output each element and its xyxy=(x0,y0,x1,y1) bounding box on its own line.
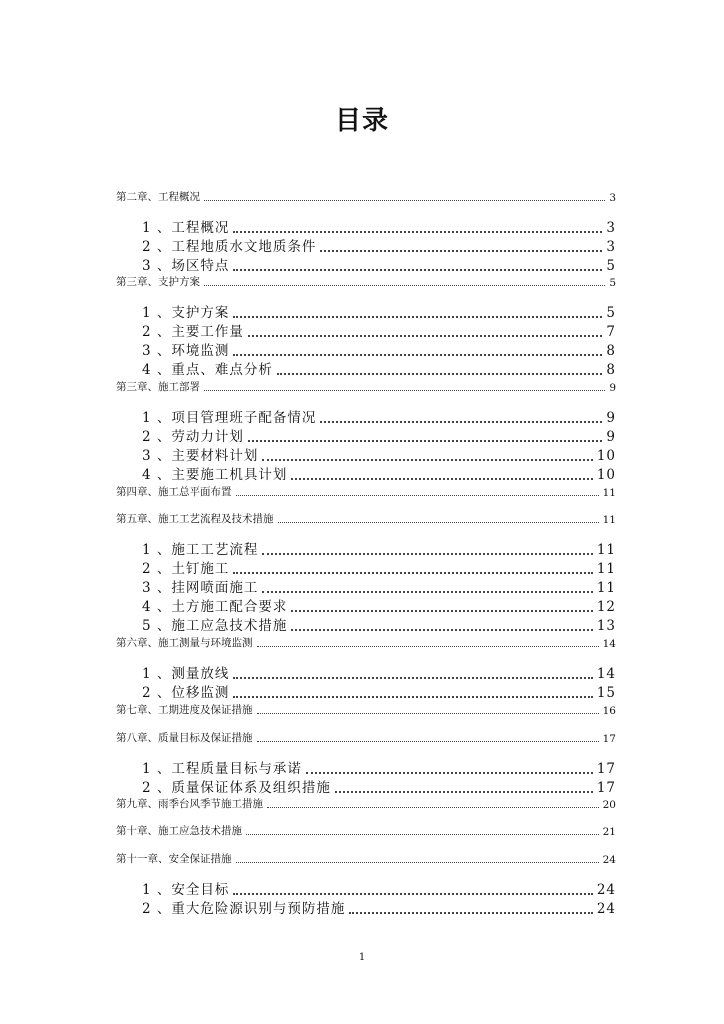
dot-leader xyxy=(233,316,602,318)
toc-section-entry[interactable] xyxy=(142,683,616,701)
dot-leader xyxy=(246,834,599,835)
dot-leader xyxy=(262,459,592,461)
entry-label: 3 、主要材料计划 xyxy=(142,448,259,464)
toc-section-entry[interactable] xyxy=(142,880,616,898)
toc-chapter-entry[interactable] xyxy=(116,636,616,650)
dot-leader xyxy=(262,591,592,593)
entry-label: 3 、挂网喷面施工 xyxy=(142,580,259,596)
dot-leader xyxy=(233,231,602,233)
entry-page-number: 9 xyxy=(606,410,616,426)
entry-label: 1 、项目管理班子配备情况 xyxy=(142,410,317,426)
dot-leader xyxy=(291,478,592,480)
entry-label: 5 、施工应急技术措施 xyxy=(142,618,288,634)
entry-page-number: 20 xyxy=(602,799,616,811)
entry-page-number: 11 xyxy=(596,561,616,577)
dot-leader xyxy=(233,354,602,356)
entry-label: 1 、施工工艺流程 xyxy=(142,542,259,558)
dot-leader xyxy=(257,741,599,742)
toc-chapter-entry[interactable] xyxy=(116,797,616,811)
dot-leader xyxy=(320,421,602,423)
entry-label: 1 、测量放线 xyxy=(142,666,230,682)
entry-page-number: 5 xyxy=(606,258,616,274)
toc-section-entry[interactable] xyxy=(142,303,616,321)
entry-page-number: 14 xyxy=(602,638,616,650)
toc-section-entry[interactable] xyxy=(142,899,616,917)
entry-page-number: 11 xyxy=(596,542,616,558)
entry-page-number: 9 xyxy=(606,429,616,445)
entry-label: 第六章、施工测量与环境监测 xyxy=(116,637,253,649)
dot-leader xyxy=(204,200,605,201)
toc-section-entry[interactable] xyxy=(142,465,616,483)
toc-section-entry[interactable] xyxy=(142,559,616,577)
entry-page-number: 8 xyxy=(606,343,616,359)
toc-section-entry[interactable] xyxy=(142,218,616,236)
dot-leader xyxy=(349,912,592,914)
entry-page-number: 3 xyxy=(606,220,616,236)
entry-page-number: 24 xyxy=(596,901,616,917)
dot-leader xyxy=(335,791,593,793)
dot-leader xyxy=(233,269,602,271)
entry-label: 1 、工程质量目标与承诺 xyxy=(142,761,302,777)
toc-chapter-entry[interactable] xyxy=(116,380,616,394)
dot-leader xyxy=(233,572,592,574)
toc-section-entry[interactable] xyxy=(142,256,616,274)
entry-label: 2 、工程地质水文地质条件 xyxy=(142,239,317,255)
entry-label: 3 、场区特点 xyxy=(142,258,230,274)
toc-chapter-entry[interactable] xyxy=(116,824,616,838)
dot-leader xyxy=(257,646,599,647)
toc-section-entry[interactable] xyxy=(142,664,616,682)
entry-label: 2 、主要工作量 xyxy=(142,324,244,340)
toc-chapter-entry[interactable] xyxy=(116,512,616,526)
entry-label: 第二章、工程概况 xyxy=(116,191,200,203)
entry-page-number: 11 xyxy=(602,487,616,499)
entry-label: 2 、土钉施工 xyxy=(142,561,230,577)
dot-leader xyxy=(277,373,603,375)
dot-leader xyxy=(267,807,599,808)
entry-label: 第四章、施工总平面布置 xyxy=(116,486,232,498)
entry-label: 第十章、施工应急技术措施 xyxy=(116,825,242,837)
dot-leader xyxy=(320,250,602,252)
entry-label: 第八章、质量目标及保证措施 xyxy=(116,732,253,744)
dot-leader xyxy=(204,285,605,286)
entry-page-number: 13 xyxy=(596,618,616,634)
entry-label: 4 、土方施工配合要求 xyxy=(142,599,288,615)
toc-section-entry[interactable] xyxy=(142,540,616,558)
toc-section-entry[interactable] xyxy=(142,616,616,634)
entry-page-number: 10 xyxy=(596,448,616,464)
entry-label: 第七章、工期进度及保证措施 xyxy=(116,704,253,716)
entry-label: 第五章、施工工艺流程及技术措施 xyxy=(116,513,274,525)
entry-label: 第三章、施工部署 xyxy=(116,381,200,393)
entry-label: 2 、质量保证体系及组织措施 xyxy=(142,780,331,796)
toc-section-entry[interactable] xyxy=(142,341,616,359)
entry-page-number: 3 xyxy=(609,192,616,204)
toc-section-entry[interactable] xyxy=(142,778,616,796)
entry-label: 2 、重大危险源识别与预防措施 xyxy=(142,901,346,917)
entry-label: 第十一章、安全保证措施 xyxy=(116,853,232,865)
entry-label: 1 、安全目标 xyxy=(142,882,230,898)
page-number: 1 xyxy=(358,952,366,963)
entry-page-number: 17 xyxy=(596,780,616,796)
toc-chapter-entry[interactable] xyxy=(116,731,616,745)
entry-label: 2 、位移监测 xyxy=(142,685,230,701)
entry-label: 第九章、雨季台风季节施工措施 xyxy=(116,798,263,810)
dot-leader xyxy=(257,713,599,714)
toc-chapter-entry[interactable] xyxy=(116,703,616,717)
entry-page-number: 7 xyxy=(606,324,616,340)
entry-page-number: 11 xyxy=(602,514,616,526)
entry-page-number: 17 xyxy=(596,761,616,777)
entry-page-number: 15 xyxy=(596,685,616,701)
entry-page-number: 5 xyxy=(609,277,616,289)
entry-label: 第三章、支护方案 xyxy=(116,276,200,288)
dot-leader xyxy=(248,440,603,442)
dot-leader xyxy=(306,772,593,774)
entry-page-number: 8 xyxy=(606,362,616,378)
toc-section-entry[interactable] xyxy=(142,360,616,378)
dot-leader xyxy=(233,677,592,679)
entry-page-number: 12 xyxy=(596,599,616,615)
entry-page-number: 11 xyxy=(596,580,616,596)
dot-leader xyxy=(262,553,592,555)
dot-leader xyxy=(236,862,599,863)
dot-leader xyxy=(204,390,605,391)
entry-label: 4 、重点、难点分析 xyxy=(142,362,273,378)
entry-page-number: 14 xyxy=(596,666,616,682)
entry-page-number: 3 xyxy=(606,239,616,255)
entry-label: 4 、主要施工机具计划 xyxy=(142,467,288,483)
entry-label: 3 、环境监测 xyxy=(142,343,230,359)
toc-section-entry[interactable] xyxy=(142,759,616,777)
entry-page-number: 5 xyxy=(606,305,616,321)
dot-leader xyxy=(291,610,592,612)
toc-title: 目录 xyxy=(334,106,389,136)
entry-label: 1 、工程概况 xyxy=(142,220,230,236)
entry-page-number: 21 xyxy=(602,826,616,838)
entry-page-number: 10 xyxy=(596,467,616,483)
toc-section-entry[interactable] xyxy=(142,408,616,426)
toc-section-entry[interactable] xyxy=(142,322,616,340)
toc-chapter-entry[interactable] xyxy=(116,485,616,499)
entry-page-number: 9 xyxy=(609,382,616,394)
dot-leader xyxy=(278,522,599,523)
dot-leader xyxy=(248,335,603,337)
dot-leader xyxy=(291,629,592,631)
toc-section-entry[interactable] xyxy=(142,446,616,464)
dot-leader xyxy=(233,893,592,895)
toc-section-entry[interactable] xyxy=(142,578,616,596)
entry-label: 2 、劳动力计划 xyxy=(142,429,244,445)
toc-section-entry[interactable] xyxy=(142,237,616,255)
toc-section-entry[interactable] xyxy=(142,427,616,445)
dot-leader xyxy=(233,696,592,698)
entry-page-number: 24 xyxy=(596,882,616,898)
toc-section-entry[interactable] xyxy=(142,597,616,615)
toc-chapter-entry[interactable] xyxy=(116,275,616,289)
entry-page-number: 16 xyxy=(602,705,616,717)
toc-chapter-entry[interactable] xyxy=(116,852,616,866)
entry-page-number: 17 xyxy=(602,733,616,745)
dot-leader xyxy=(236,495,599,496)
toc-chapter-entry[interactable] xyxy=(116,190,616,204)
entry-label: 1 、支护方案 xyxy=(142,305,230,321)
entry-page-number: 24 xyxy=(602,854,616,866)
